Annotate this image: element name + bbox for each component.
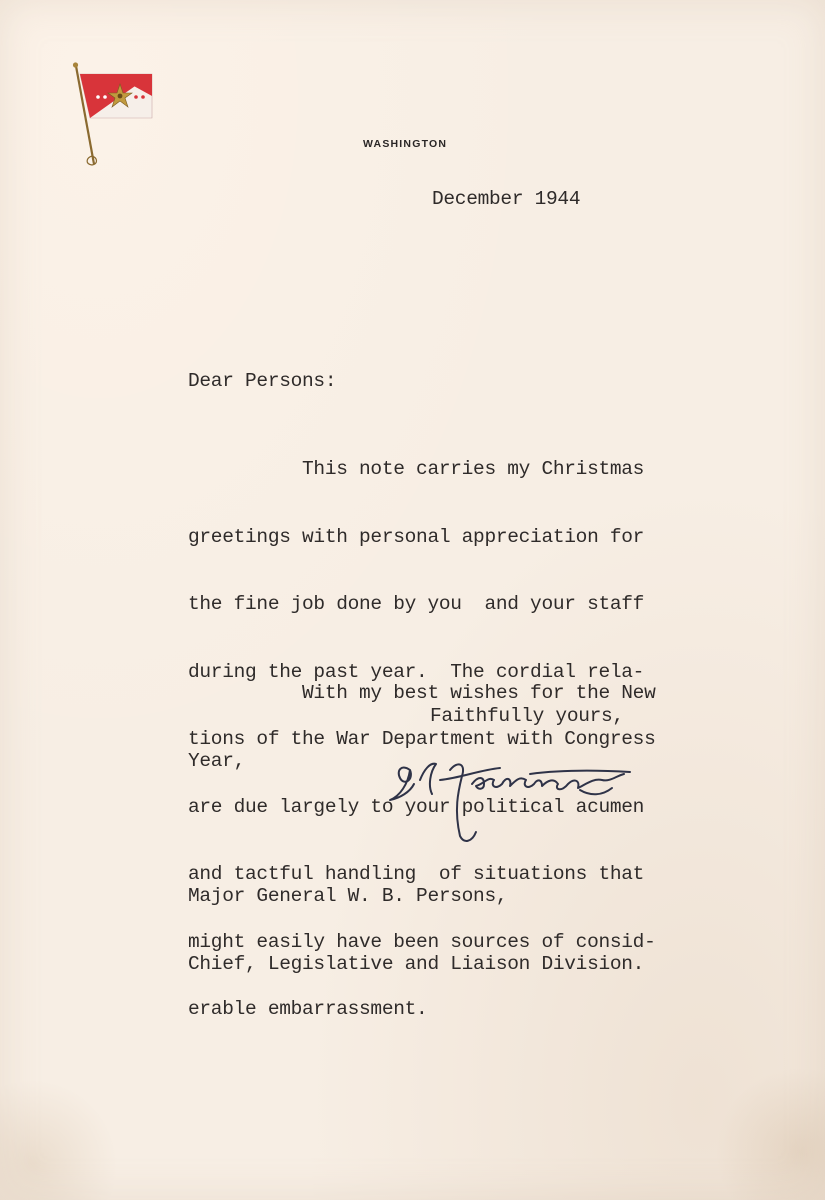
letterhead-city: WASHINGTON [363, 138, 448, 150]
body-line: are due largely to your political acumen [188, 795, 645, 818]
body-line: the fine job done by you and your staff [188, 593, 645, 615]
recipient-title: Chief, Legislative and Liaison Division. [188, 952, 645, 975]
body-line: might easily have been sources of consid- [188, 930, 656, 953]
salutation: Dear Persons: [188, 370, 337, 392]
body-line: during the past year. The cordial rela- [188, 660, 645, 683]
letter-date: December 1944 [432, 188, 581, 210]
recipient-block [188, 840, 644, 1020]
body-line: and tactful handling of situations that [188, 863, 645, 885]
body-line: erable embarrassment. [188, 998, 428, 1020]
recipient-name: Major General W. B. Persons, [188, 885, 508, 907]
body-line: tions of the War Department with Congress [188, 728, 656, 750]
signoff: Faithfully yours, [430, 705, 624, 727]
flag-icon [68, 60, 160, 170]
body-line: This note carries my Christmas [188, 458, 645, 480]
body-line: greetings with personal appreciation for [188, 525, 645, 548]
closing-line: With my best wishes for the New [188, 682, 656, 704]
closing-line: Year, [188, 749, 246, 772]
